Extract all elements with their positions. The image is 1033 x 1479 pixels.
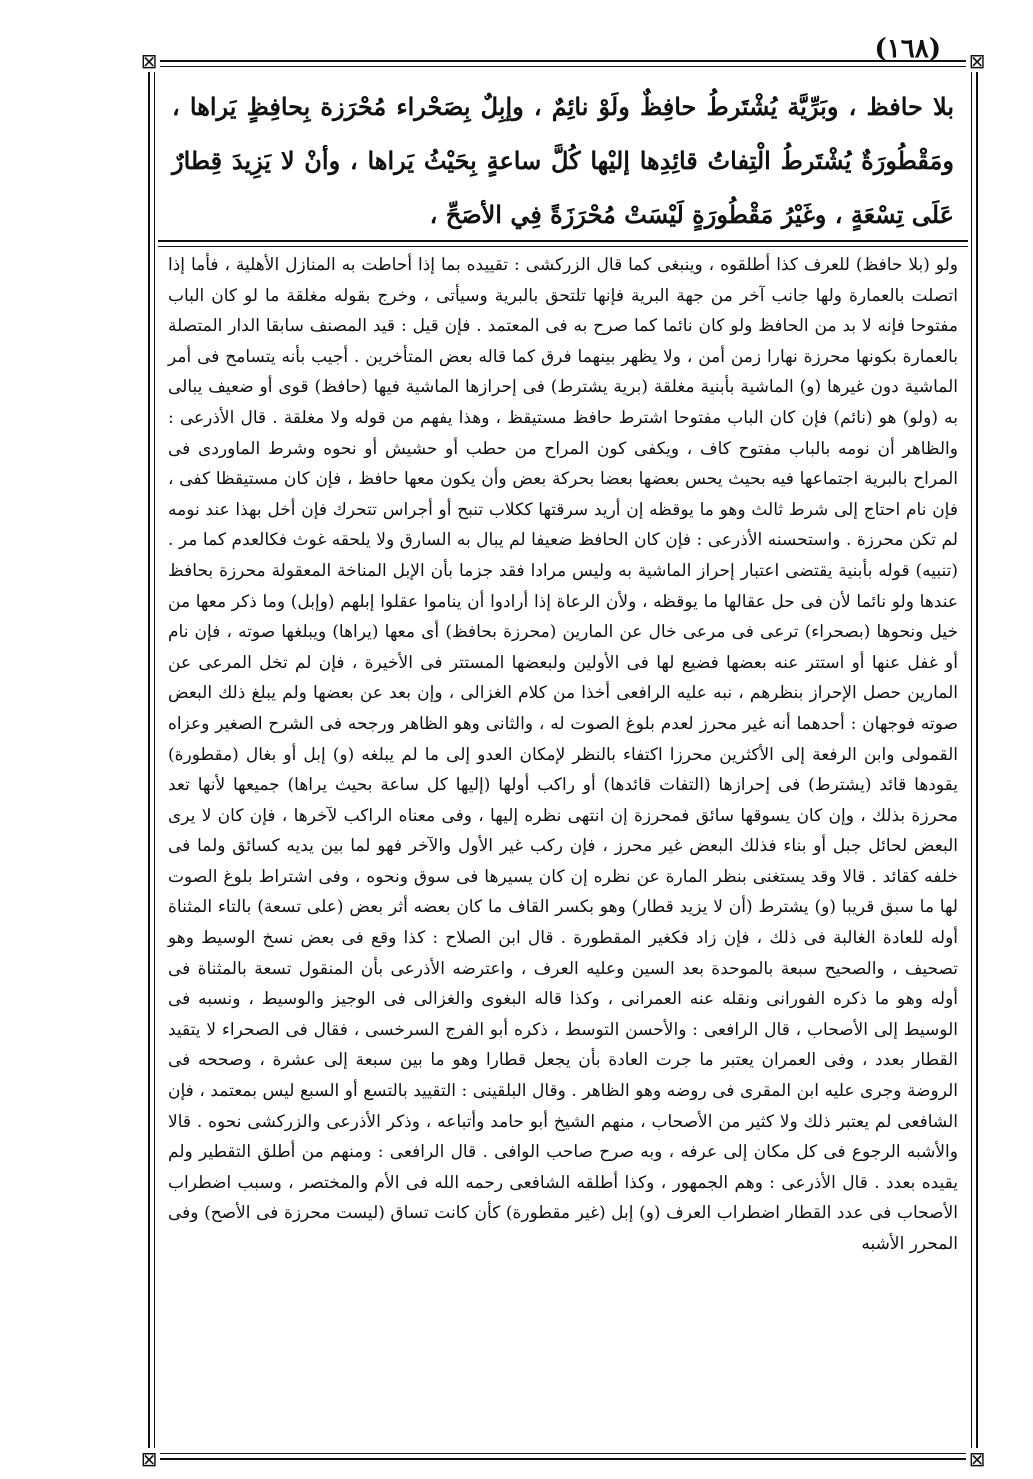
sharh-section [168, 250, 958, 1260]
section-divider [158, 240, 968, 247]
matn-section [172, 80, 954, 242]
matn-text: بلا حافظ ، وبَرِّيَّة يُشْتَرطُ حافِظٌ ولَوْ نائِمٌ ، وإبِلٌ بِصَحْراء مُحْرَزة بِحافِظٍ يَراها ، ومَقْطُورَةٌ يُشْتَرطُ الْتِفاتُ قائِدِها إليْها كُلَّ ساعةٍ بِحَيْثُ يَراها ، وأنْ لا يَزِيدَ قِطارٌ عَلَى تِسْعَةٍ ، وغَيْرُ مَقْطُورَةٍ لَيْسَتْ مُحْرَزَةً فِي الأصَحِّ ، [172, 92, 955, 229]
corner-ornament-icon: ⊠ [138, 50, 160, 72]
sharh-text: ولو (بلا حافظ) للعرف كذا أطلقوه ، وينبغى كما قال الزركشى : تقييده بما إذا أحاطت به المنازل الأهلية ، فأما إذا اتصلت بالعمارة ولها جانب آخر من جهة البرية فإنها تلتحق بالبرية وسيأتى ، وخرج بقوله مغلقة ما لو كان الباب مفتوحا فإنه لا بد من الحافظ ولو كان نائما كما صرح به فى المعتمد . فإن قيل : قيد المصنف سابقا الدار المتصلة بالعمارة بكونها محرزة نهارا زمن أمن ، ولا يظهر بينهما فرق كما قاله بعض المتأخرين . أجيب بأنه يتسامح فى أمر الماشية دون غيرها (و) الماشية بأبنية مغلقة (برية يشترط) فى إحرازها الماشية فيها (حافظ) قوى أو ضعيف يبالى به (ولو) هو (نائم) فإن كان الباب مفتوحا اشترط حافظ مستيقظ ، وهذا يفهم من قوله ولا مغلقة . قال الأذرعى : والظاهر أن نومه بالباب مفتوح كاف ، ويكفى كون المراح من حطب أو حشيش أو نحوه وشرط الماوردى فى المراح بالبرية اجتماعها فيه بحيث يحس بعضها بعضا بحركة بعض وأن يكون معها حافظ ، فإن كان مستيقظا كفى ، فإن نام احتاج إلى شرط ثالث وهو ما يوقظه إن أريد سرقتها ككلاب تنبح أو أجراس تتحرك فإن أخل بهذا عند نومه لم تكن محرزة . واستحسنه الأذرعى : فإن كان الحافظ ضعيفا لم يبال به السارق ولا يلحقه غوث فكالعدم كما مر . (تنبيه) قوله بأبنية يقتضى اعتبار إحراز الماشية به وليس مرادا فقد جزما بأن الإبل المناخة المعقولة محرزة بحافظ عندها ولو نائما لأن فى حل عقالها ما يوقظه ، ولأن الرعاة إذا أرادوا أن يناموا عقلوا إبلهم (وإبل) وما ذكر معها من خيل ونحوها (بصحراء) ترعى فى مرعى خال عن المارين (محرزة بحافظ) أى معها (يراها) ويبلغها صوته ، فإن نام أو غفل عنها أو استتر عنه بعضها فضيع لها فى الأولين ولبعضها المستتر فى الأخيرة ، فإن لم تخل المرعى عن المارين حصل الإحراز بنظرهم ، نبه عليه الرافعى أخذا من كلام الغزالى ، وإن بعد عن بعضها ولم يبلغ ذلك البعض صوته فوجهان : أحدهما أنه غير محرز لعدم بلوغ الصوت له ، والثانى وهو الظاهر ورجحه فى الشرح الصغير وعزاه القمولى وابن الرفعة إلى الأكثرين محرزا اكتفاء بالنظر لإمكان العدو إلى ما لم يبلغه (و) إبل أو بغال (مقطورة) يقودها قائد (يشترط) فى إحرازها (التفات قائدها) أو راكب أولها (إليها كل ساعة بحيث يراها) جميعها لأنها تعد محرزة بذلك ، وإن كان يسوقها سائق فمحرزة إن انتهى نظره إليها ، وفى معناه الراكب لآخرها ، فإن كان لا يرى البعض لحائل جبل أو بناء فذلك البعض غير محرز ، فإن ركب غير الأول والآخر فهو لما بين يديه كسائق ولما فى خلفه كقائد . قالا وقد يستغنى بنظر المارة عن نظره إن كان يسيرها فى سوق ونحوه ، وفى اشتراط بلوغ الصوت لها ما سبق قريبا (و) يشترط (أن لا يزيد قطار) وهو بكسر القاف ما كان بعضه أثر بعض (على تسعة) بالتاء المثناة أوله للعادة الغالبة فى ذلك ، فإن زاد فكغير المقطورة . قال ابن الصلاح : كذا وقع فى بعض نسخ الوسيط وهو تصحيف ، والصحيح سبعة بالموحدة بعد السين وعليه العرف ، واعترضه الأذرعى بأن المنقول تسعة بالمثناة فى أوله وهو ما ذكره الفورانى ونقله عنه العمرانى ، وكذا قاله البغوى والغزالى فى الوجيز والوسيط ، ونسبه فى الوسيط إلى الأصحاب ، قال الرافعى : والأحسن التوسط ، ذكره أبو الفرج السرخسى ، فقال فى الصحراء لا يتقيد القطار بعدد ، وفى العمران يعتبر ما جرت العادة بأن يجعل قطارا وهو ما بين سبعة إلى عشرة ، وصححه فى الروضة وجرى عليه ابن المقرى فى روضه وهو الظاهر . وقال البلقينى : التقييد بالتسع أو السبع ليس بمعتمد ، فإن الشافعى لم يعتبر ذلك ولا كثير من الأصحاب ، منهم الشيخ أبو حامد وأتباعه ، وذكر الأذرعى والزركشى نحوه . قالا والأشبه الرجوع فى كل مكان إلى عرفه ، وبه صرح صاحب الوافى . قال الرافعى : ومنهم من أطلق التقطير ولم يقيده بعدد . قال الأذرعى : وهم الجمهور ، وكذا أطلقه الشافعى رحمه الله فى الأم والمختصر ، وسبب اضطراب الأصحاب فى عدد القطار اضطراب العرف (و) إبل (غير مقطورة) كأن كانت تساق (ليست محرزة فى الأصح) وفى المحرر الأشبه [168, 255, 959, 1254]
page-number: (١٦٨) [874, 34, 941, 64]
corner-ornament-icon: ⊠ [966, 1448, 988, 1470]
corner-ornament-icon: ⊠ [138, 1448, 160, 1470]
corner-ornament-icon: ⊠ [966, 50, 988, 72]
